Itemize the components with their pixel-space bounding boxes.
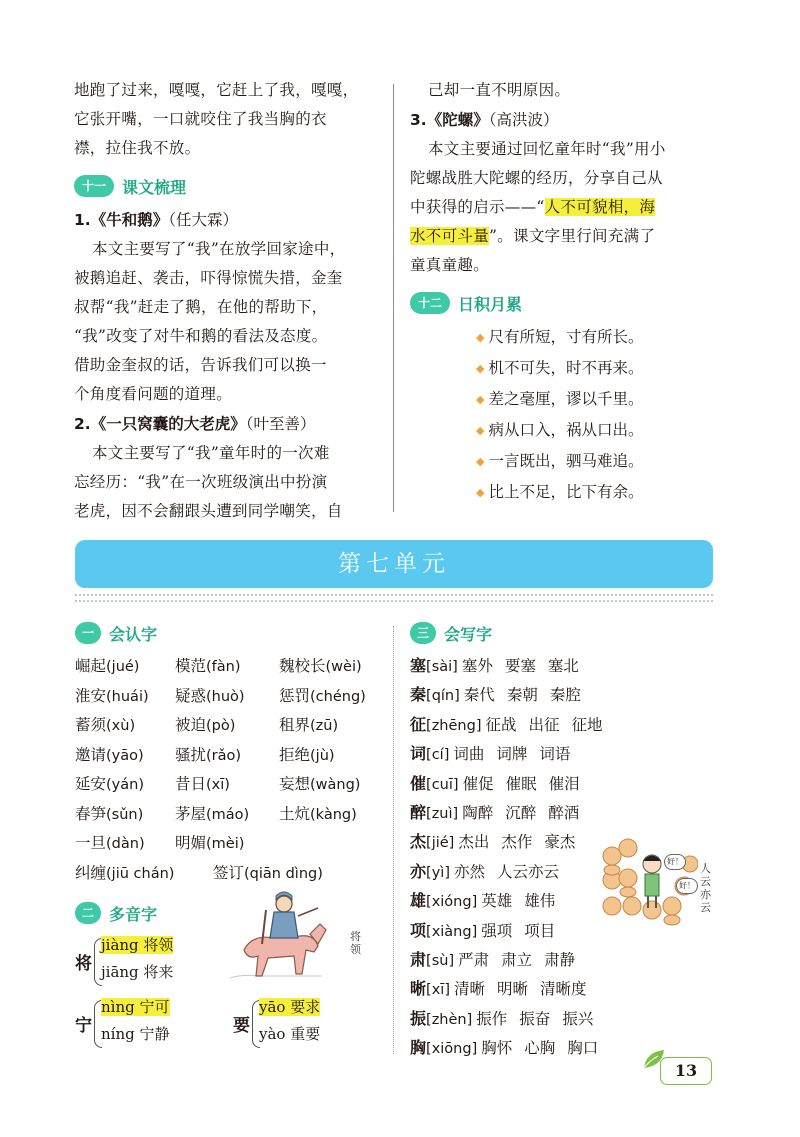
write-word: 亦然: [453, 862, 485, 881]
vocab-word: 惩罚(chéng): [279, 686, 366, 705]
proverb-list: [410, 322, 710, 508]
write-word: 胸口: [567, 1039, 599, 1058]
polyphonic-char: 要: [233, 1016, 250, 1036]
write-word: 要塞: [504, 657, 536, 675]
speech-bubble: 好！: [664, 854, 686, 870]
unit-banner: [75, 540, 713, 588]
diamond-bullet-icon: ◆: [476, 362, 485, 375]
pinyin: xióng: [431, 894, 472, 911]
unit-title: 第七单元: [338, 551, 450, 577]
vocab-word: 春笋(sǔn): [75, 804, 144, 823]
diamond-bullet-icon: ◆: [476, 486, 485, 499]
right-column: [410, 76, 710, 508]
text-line: 地跑了过来，嘎嘎，它赶上了我，嘎嘎，: [74, 81, 359, 99]
reading: jiàng 将领: [101, 936, 174, 954]
vocab-word: 租界(zū): [279, 716, 339, 734]
write-word: 胸怀: [481, 1039, 513, 1058]
list-item: ◆ 比上不足，比下有余。: [476, 483, 644, 501]
section-badge: 一: [75, 622, 101, 644]
write-word: 雄伟: [524, 892, 556, 911]
write-char: 胸: [410, 1038, 427, 1058]
write-word: 出征: [528, 715, 560, 734]
list-item: 胸[xiōng] 胸怀 心胸 胸口: [410, 1034, 710, 1063]
vocab-word: 茅屋(máo): [175, 804, 250, 823]
pinyin: qín: [431, 688, 455, 705]
write-word: 催促: [462, 774, 494, 793]
vocab-word: 邀请(yāo): [75, 745, 144, 764]
write-word: 塞外: [461, 657, 493, 675]
list-item: 晰[xī] 清晰 明晰 清晰度: [410, 975, 710, 1004]
vocab-word: 妄想(wàng): [279, 775, 361, 793]
vocab-word: 疑惑(huò): [175, 686, 245, 705]
text-line: 它张开嘴，一口就咬住了我当胸的衣: [74, 110, 327, 128]
text-line: 个角度看问题的道理。: [74, 385, 233, 403]
polyphonic-group: [75, 996, 215, 1052]
write-word: 杰作: [501, 833, 533, 852]
section-badge: 二: [75, 902, 101, 924]
pinyin: cuī: [431, 776, 453, 793]
recognize-section: [75, 618, 395, 1052]
write-word: 征战: [485, 715, 517, 734]
write-word: 清晰度: [540, 980, 587, 999]
recognize-list: [75, 652, 395, 888]
text-line: 本文主要写了“我”童年时的一次难: [92, 444, 330, 462]
highlight: 水不可斗量: [410, 227, 490, 245]
polyphonic-row: [75, 990, 395, 1052]
speech-bubble: 好！: [676, 878, 698, 894]
write-word: 词曲: [453, 745, 485, 764]
write-char: 亦: [410, 861, 427, 881]
write-word: 振作: [476, 1009, 508, 1028]
section-title: 会写字: [444, 624, 493, 644]
write-word: 秦腔: [549, 686, 581, 705]
section-heading-eleven: [74, 171, 390, 201]
write-word: 肃静: [544, 951, 576, 970]
write-word: 人云亦云: [497, 862, 560, 881]
text-item-title: 2.《一只窝囊的大老虎》（叶至善）: [74, 415, 316, 433]
section-title: 多音字: [109, 904, 158, 924]
vocab-word: 被迫(pò): [175, 716, 236, 734]
write-word: 项目: [524, 921, 556, 940]
vocab-word: 延安(yán): [75, 775, 144, 793]
vocab-word: 淮安(huái): [75, 686, 149, 705]
vocab-word: 明媚(mèi): [175, 834, 245, 852]
write-char: 征: [410, 714, 427, 734]
dotted-divider: [75, 594, 713, 596]
illustration-caption: 人云亦云: [700, 862, 711, 914]
write-word: 英雄: [481, 892, 513, 911]
vocab-word: 一旦(dàn): [75, 834, 145, 852]
text-line: 叔帮“我”赶走了鹅，在他的帮助下，: [74, 298, 328, 316]
pinyin: sù: [431, 953, 449, 970]
write-word: 征地: [571, 715, 603, 734]
diamond-bullet-icon: ◆: [476, 455, 485, 468]
pinyin: zhēng: [431, 717, 476, 734]
write-word: 振兴: [562, 1009, 594, 1028]
write-char: 振: [410, 1008, 427, 1028]
reading: yào 重要: [259, 1025, 321, 1043]
list-item: ◆ 一言既出，驷马难追。: [476, 452, 644, 470]
list-item: 塞[sài] 塞外 要塞 塞北: [410, 652, 710, 681]
section-badge: 三: [410, 622, 436, 644]
write-word: 秦朝: [506, 686, 538, 705]
section-title: 课文梳理: [122, 177, 187, 197]
page-number: 13: [660, 1057, 712, 1085]
reading: yāo 要求: [259, 998, 321, 1016]
column-divider: [393, 84, 394, 512]
write-word: 豪杰: [544, 833, 576, 852]
list-item: ◆ 差之毫厘，谬以千里。: [476, 390, 644, 408]
reading: nìng 宁可: [101, 998, 170, 1016]
text-item-title: 3.《陀螺》（高洪波）: [410, 111, 559, 129]
text-line: 本文主要写了“我”在放学回家途中，: [92, 240, 346, 258]
write-char: 秦: [410, 685, 427, 705]
pinyin: xī: [431, 982, 445, 999]
write-word: 醉酒: [548, 804, 580, 823]
pinyin: zhèn: [431, 1011, 467, 1028]
section-title: 会认字: [109, 624, 158, 644]
diamond-bullet-icon: ◆: [476, 331, 485, 344]
write-char: 词: [410, 744, 427, 764]
list-item: 征[zhēng] 征战 出征 征地: [410, 711, 710, 740]
write-word: 词语: [539, 745, 571, 764]
column-divider: [393, 626, 394, 1054]
section-title: 日积月累: [458, 294, 523, 314]
write-word: 明晰: [497, 980, 529, 999]
text-line: 中获得的启示——“人不可貌相，海: [410, 198, 656, 216]
write-word: 塞北: [547, 657, 579, 675]
write-word: 杰出: [458, 833, 490, 852]
polyphonic-char: 将: [75, 954, 92, 974]
text-line: 被鹅追赶、袭击，吓得惊慌失措，金奎: [74, 269, 343, 287]
section-heading-twelve: [410, 288, 710, 318]
write-char: 晰: [410, 979, 427, 999]
text-line: “我”改变了对牛和鹅的看法及态度。: [74, 327, 328, 345]
vocab-word: 土炕(kàng): [279, 804, 357, 823]
pinyin: xiōng: [431, 1041, 472, 1058]
vocab-word: 昔日(xī): [175, 775, 230, 793]
write-char: 雄: [410, 891, 427, 911]
list-item: 词[cí] 词曲 词牌 词语: [410, 740, 710, 769]
section-badge: 十二: [410, 292, 450, 314]
vocab-word: 签订(qiān dìng): [213, 863, 323, 882]
list-item: 秦[qín] 秦代 秦朝 秦腔: [410, 681, 710, 710]
list-item: 肃[sù] 严肃 肃立 肃静: [410, 946, 710, 975]
vocab-word: 魏校长(wèi): [279, 657, 362, 675]
write-word: 严肃: [458, 951, 490, 970]
polyphonic-group: [233, 996, 373, 1052]
write-char: 醉: [410, 803, 427, 823]
list-item: [75, 711, 395, 741]
text-line: 陀螺战胜大陀螺的经历，分享自己从: [410, 169, 663, 187]
text-line: 老虎，因不会翻跟头遭到同学嘲笑，自: [74, 502, 343, 520]
general-on-horse-icon: [222, 890, 342, 986]
write-word: 催泪: [548, 774, 580, 793]
text-line: 童真童趣。: [410, 256, 490, 274]
diamond-bullet-icon: ◆: [476, 393, 485, 406]
section-badge: 十一: [74, 175, 114, 197]
dotted-divider: [75, 600, 713, 602]
section-heading-recognize: [75, 618, 395, 648]
text-line: 本文主要通过回忆童年时“我”用小: [428, 140, 666, 158]
pinyin: jié: [431, 835, 449, 852]
text-line: 借助金奎叔的话，告诉我们可以换一: [74, 356, 327, 374]
general-illustration: [222, 890, 342, 986]
diamond-bullet-icon: ◆: [476, 424, 485, 437]
text-line: 己却一直不明原因。: [428, 81, 571, 99]
write-word: 肃立: [501, 951, 533, 970]
vocab-word: 拒绝(jù): [279, 745, 335, 764]
vocab-word: 骚扰(rǎo): [175, 745, 242, 764]
list-item: [75, 741, 395, 771]
list-item: 项[xiàng] 强项 项目: [410, 917, 710, 946]
list-item: [75, 859, 395, 889]
text-line: 襟，拉住我不放。: [74, 139, 201, 157]
write-char: 肃: [410, 950, 427, 970]
reading: níng 宁静: [101, 1025, 170, 1043]
write-char: 催: [410, 773, 427, 793]
list-item: 振[zhèn] 振作 振奋 振兴: [410, 1005, 710, 1034]
vocab-word: 崛起(jué): [75, 657, 140, 675]
list-item: [75, 800, 395, 830]
polyphonic-char: 宁: [75, 1016, 92, 1036]
write-char: 项: [410, 920, 427, 940]
pinyin: zuì: [431, 806, 453, 823]
pinyin: xiàng: [431, 923, 472, 940]
list-item: 亦[yì] 亦然 人云亦云: [410, 858, 710, 887]
list-item: [75, 682, 395, 712]
write-word: 秦代: [463, 686, 495, 705]
text-line: 忘经历：“我”在一次班级演出中扮演: [74, 473, 328, 491]
highlight: 人不可貌相，海: [544, 198, 656, 216]
list-item: [75, 829, 395, 859]
write-word: 振奋: [519, 1009, 551, 1028]
list-item: ◆ 机不可失，时不再来。: [476, 359, 644, 377]
reading: jiāng 将来: [101, 963, 174, 981]
write-word: 陶醉: [462, 804, 494, 823]
list-item: [75, 770, 395, 800]
write-char: 塞: [410, 656, 427, 675]
write-word: 强项: [481, 921, 513, 940]
left-column: [74, 76, 390, 526]
write-word: 心胸: [524, 1039, 556, 1058]
vocab-word: 纠缠(jiū chán): [75, 863, 175, 882]
pinyin: sài: [431, 659, 453, 675]
list-item: 催[cuī] 催促 催眠 催泪: [410, 770, 710, 799]
write-char: 杰: [410, 832, 427, 852]
list-item: ◆ 病从口入，祸从口出。: [476, 421, 644, 439]
pinyin: yì: [431, 864, 445, 881]
list-item: ◆ 尺有所短，寸有所长。: [476, 328, 644, 346]
write-word: 词牌: [496, 745, 528, 764]
polyphonic-group: [75, 934, 215, 990]
text-line: 水不可斗量”。课文字里行间充满了: [410, 227, 656, 245]
list-item: [75, 652, 395, 682]
vocab-word: 模范(fàn): [175, 657, 241, 675]
pinyin: cí: [431, 747, 444, 764]
section-heading-write: [410, 618, 710, 648]
text-item-title: 1.《牛和鹅》（任大霖）: [74, 211, 238, 229]
illustration-caption: 将领: [350, 930, 361, 956]
list-item: 杰[jié] 杰出 杰作 豪杰: [410, 828, 710, 857]
write-word: 催眠: [505, 774, 537, 793]
vocab-word: 蓄须(xù): [75, 716, 136, 734]
write-word: 清晰: [453, 980, 485, 999]
list-item: 醉[zuì] 陶醉 沉醉 醉酒: [410, 799, 710, 828]
write-word: 沉醉: [505, 804, 537, 823]
list-item: 雄[xióng] 英雄 雄伟: [410, 887, 710, 916]
